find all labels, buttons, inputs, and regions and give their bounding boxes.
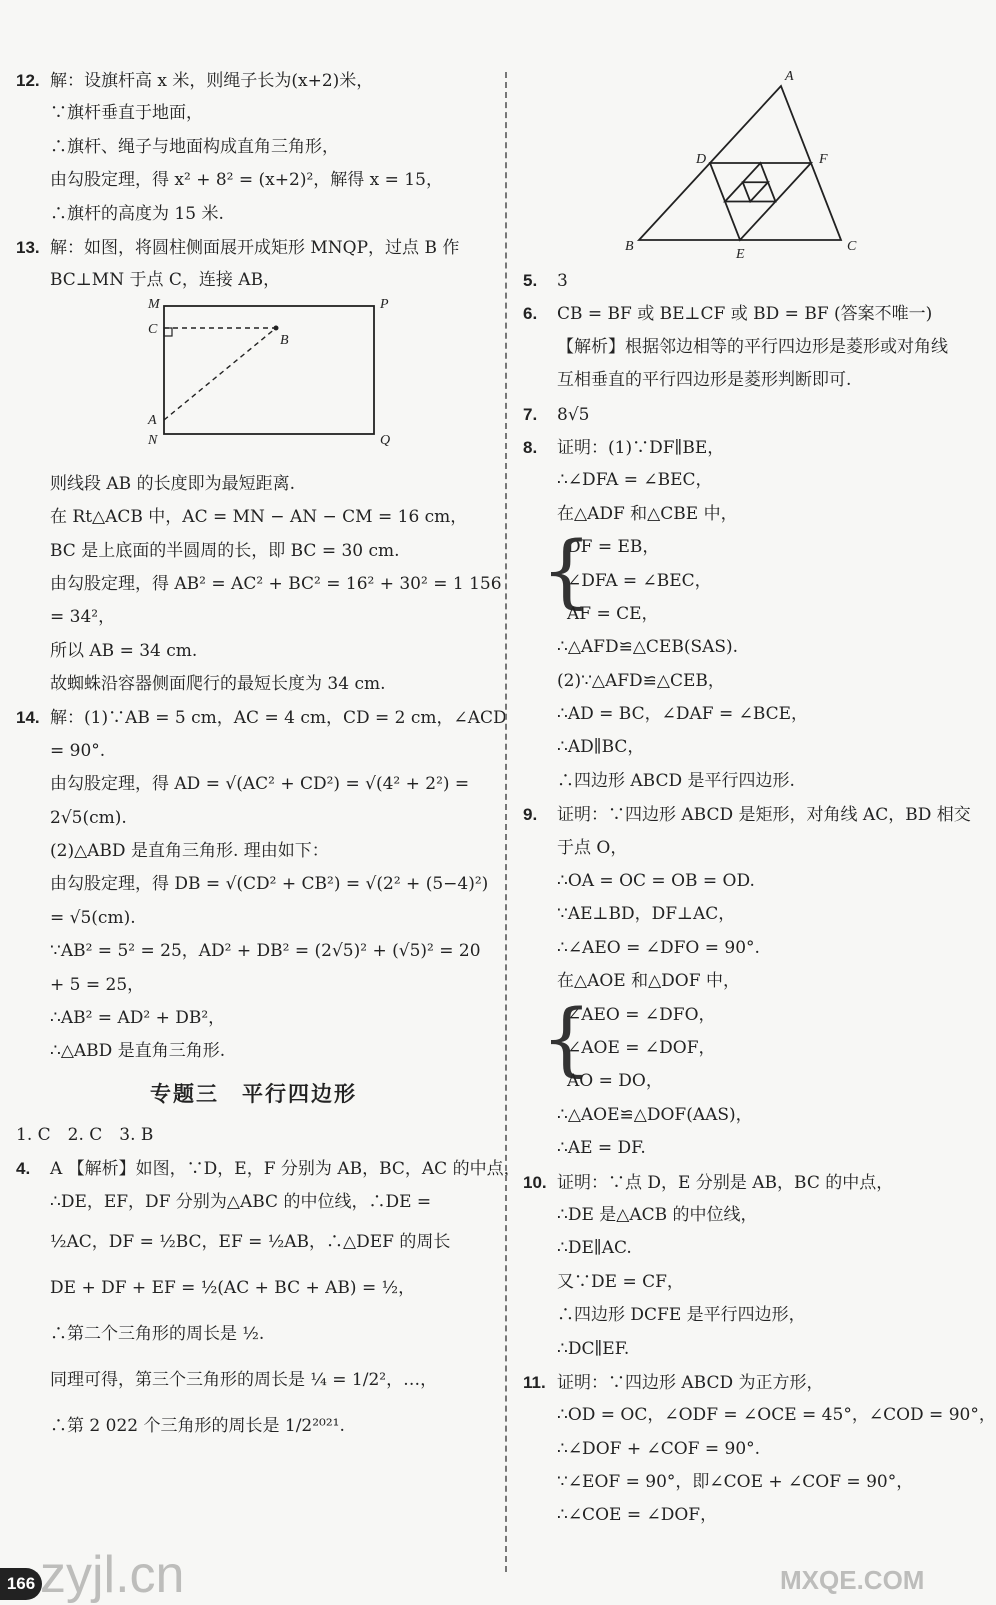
text-line bbox=[16, 835, 491, 868]
line-text: BC⊥MN 于点 C，连接 AB， bbox=[50, 270, 281, 291]
line-text: ∴AB² = AD² + DB²， bbox=[50, 1007, 226, 1028]
line-text: 1. C 2. C 3. B bbox=[16, 1124, 154, 1145]
line-text: ∴DC∥EF. bbox=[557, 1338, 630, 1359]
line-text: = √5(cm). bbox=[50, 907, 136, 928]
question-number: 4. bbox=[16, 1159, 31, 1179]
line-text: ∴∠DOF + ∠COF = 90°. bbox=[557, 1438, 761, 1459]
text-line bbox=[16, 264, 491, 297]
line-text: 解：如图，将圆柱侧面展开成矩形 MNQP，过点 B 作 bbox=[50, 237, 460, 258]
line-text: ∴旗杆的高度为 15 米. bbox=[50, 203, 224, 224]
question-number: 10. bbox=[523, 1172, 547, 1192]
line-text: 证明：(1)∵DF∥BE， bbox=[557, 437, 725, 458]
text-line bbox=[523, 498, 993, 531]
line-text: AO = DO， bbox=[567, 1071, 663, 1092]
line-text: ∵∠EOF = 90°，即∠COE + ∠COF = 90°， bbox=[557, 1472, 914, 1493]
line-text: 由勾股定理，得 DB = √(CD² + CB²) = √(2² + (5−4)²) bbox=[50, 874, 489, 895]
text-line bbox=[523, 1433, 993, 1466]
text-line bbox=[523, 932, 993, 965]
text-line bbox=[523, 364, 993, 397]
line-text: 由勾股定理，得 AB² = AC² + BC² = 16² + 30² = 1 156 bbox=[50, 573, 502, 594]
line-text: 证明：∵四边形 ABCD 为正方形， bbox=[557, 1372, 824, 1393]
text-line bbox=[16, 131, 491, 164]
line-text: ∵旗杆垂直于地面， bbox=[50, 103, 203, 124]
line-text: ∴第二个三角形的周长是 ½. bbox=[50, 1323, 265, 1344]
text-line bbox=[523, 865, 993, 898]
text-line bbox=[16, 1403, 491, 1449]
text-line bbox=[16, 1357, 491, 1403]
watermark-right: MXQE.COM bbox=[780, 1565, 925, 1595]
text-line bbox=[16, 1219, 491, 1265]
line-text: ∴△AOE≌△DOF(AAS)， bbox=[557, 1104, 753, 1125]
text-line bbox=[523, 331, 993, 364]
question-number: 11. bbox=[523, 1372, 546, 1392]
line-text: ∴∠AEO = ∠DFO = 90°. bbox=[557, 937, 760, 958]
line-text: ∠DFA = ∠BEC， bbox=[567, 570, 712, 591]
line-text: BC 是上底面的半圆周的长，即 BC = 30 cm. bbox=[50, 540, 400, 561]
line-text: 同理可得，第三个三角形的周长是 ¼ = 1/2²，…， bbox=[50, 1369, 438, 1390]
text-line bbox=[16, 568, 502, 601]
text-line bbox=[523, 431, 993, 464]
brace-symbol: { bbox=[541, 991, 592, 1085]
text-line bbox=[523, 665, 993, 698]
text-line bbox=[523, 798, 993, 831]
text-line bbox=[16, 501, 491, 534]
label-C: C bbox=[148, 321, 158, 337]
text-line bbox=[16, 535, 491, 568]
line-text: ∠AEO = ∠DFO， bbox=[567, 1004, 716, 1025]
label-A: A bbox=[148, 412, 157, 428]
text-line bbox=[523, 1166, 993, 1199]
line-text: 于点 O， bbox=[557, 837, 628, 858]
line-text: ∴DE，EF，DF 分别为△ABC 的中位线，∴DE = bbox=[50, 1191, 432, 1212]
text-line bbox=[523, 1399, 996, 1432]
line-text: ∴△ABD 是直角三角形. bbox=[50, 1041, 226, 1062]
left-column bbox=[16, 64, 521, 1449]
right-column bbox=[523, 64, 996, 1533]
text-line bbox=[16, 468, 491, 501]
line-text: ∴OD = OC，∠ODF = ∠OCE = 45°，∠COD = 90°， bbox=[557, 1405, 996, 1426]
line-text: ∴OA = OC = OB = OD. bbox=[557, 871, 755, 892]
page-number: 166 bbox=[0, 1568, 42, 1600]
line-text: (2)△ABD 是直角三角形. 理由如下： bbox=[50, 841, 329, 862]
line-text: 由勾股定理，得 x² + 8² = (x+2)²，解得 x = 15， bbox=[50, 170, 443, 191]
label-C: C bbox=[847, 239, 857, 254]
line-text: 证明：∵点 D，E 分别是 AB，BC 的中点， bbox=[557, 1172, 894, 1193]
question-number: 6. bbox=[523, 304, 538, 324]
line-text: 故蜘蛛沿容器侧面爬行的最短长度为 34 cm. bbox=[50, 674, 386, 695]
text-line bbox=[523, 565, 993, 598]
text-line bbox=[16, 735, 491, 768]
text-line bbox=[16, 64, 491, 97]
figure-nested-triangles bbox=[523, 64, 993, 264]
text-line bbox=[523, 398, 993, 431]
line-text: ∴DE∥AC. bbox=[557, 1238, 632, 1259]
question-number: 13. bbox=[16, 237, 40, 257]
line-text: ∴△AFD≌△CEB(SAS). bbox=[557, 637, 739, 658]
text-line bbox=[16, 164, 491, 197]
text-line bbox=[16, 601, 491, 634]
line-text: 2√5(cm). bbox=[50, 807, 127, 828]
line-text: ½AC，DF = ½BC，EF = ½AB，∴△DEF 的周长 bbox=[50, 1231, 451, 1252]
line-text: 由勾股定理，得 AD = √(AC² + CD²) = √(4² + 2²) = bbox=[50, 774, 470, 795]
label-P: P bbox=[380, 297, 389, 312]
text-line bbox=[523, 264, 993, 297]
text-line bbox=[16, 768, 491, 801]
text-line bbox=[16, 868, 491, 901]
line-text: = 34²， bbox=[50, 607, 116, 628]
line-text: 互相垂直的平行四边形是菱形判断即可. bbox=[557, 370, 852, 391]
text-line bbox=[523, 898, 993, 931]
text-line bbox=[16, 1152, 521, 1185]
line-text: 解：(1)∵AB = 5 cm，AC = 4 cm，CD = 2 cm，∠ACD bbox=[50, 708, 507, 729]
text-line bbox=[523, 1032, 993, 1065]
text-line bbox=[523, 1099, 993, 1132]
line-text: ∴AD = BC，∠DAF = ∠BCE， bbox=[557, 704, 809, 725]
label-Q: Q bbox=[380, 432, 391, 448]
column-divider bbox=[505, 72, 507, 1572]
text-line bbox=[16, 1002, 491, 1035]
line-text: ∴AE = DF. bbox=[557, 1138, 646, 1159]
text-line bbox=[523, 698, 993, 731]
text-line bbox=[523, 1232, 993, 1265]
line-text: 解：设旗杆高 x 米，则绳子长为(x+2)米， bbox=[50, 71, 374, 91]
line-text: CB = BF 或 BE⊥CF 或 BD = BF (答案不唯一) bbox=[557, 304, 933, 325]
line-text: 则线段 AB 的长度即为最短距离. bbox=[50, 473, 295, 494]
line-text: ∴DE 是△ACB 的中位线， bbox=[557, 1204, 758, 1225]
figure-cylinder-unfold bbox=[16, 298, 491, 468]
line-text: ∴∠DFA = ∠BEC， bbox=[557, 470, 713, 491]
line-text: 所以 AB = 34 cm. bbox=[50, 640, 198, 661]
label-F: F bbox=[819, 152, 828, 167]
line-text: ∵AE⊥BD，DF⊥AC， bbox=[557, 904, 736, 925]
line-text: = 90°. bbox=[50, 740, 106, 761]
text-line bbox=[523, 1366, 993, 1399]
line-text: ∴旗杆、绳子与地面构成直角三角形， bbox=[50, 136, 339, 157]
label-D: D bbox=[696, 152, 707, 167]
text-line bbox=[16, 668, 491, 701]
text-line bbox=[523, 1065, 993, 1098]
line-text: 【解析】根据邻边相等的平行四边形是菱形或对角线 bbox=[557, 336, 948, 357]
text-line bbox=[16, 198, 491, 231]
line-text: ∴∠COE = ∠DOF， bbox=[557, 1505, 718, 1526]
line-text: + 5 = 25， bbox=[50, 974, 145, 995]
text-line bbox=[523, 297, 993, 330]
text-line bbox=[523, 1299, 993, 1332]
label-A: A bbox=[785, 69, 794, 84]
watermark-left: zyjl.cn bbox=[40, 1546, 185, 1604]
label-N: N bbox=[148, 432, 158, 448]
line-text: AF = CE， bbox=[567, 603, 659, 624]
line-text: (2)∵△AFD≌△CEB， bbox=[557, 670, 725, 691]
text-line bbox=[16, 1035, 491, 1068]
question-number: 12. bbox=[16, 71, 40, 90]
text-line bbox=[523, 1199, 993, 1232]
text-line bbox=[523, 1266, 993, 1299]
line-text: DE + DF + EF = ½(AC + BC + AB) = ½， bbox=[50, 1277, 416, 1298]
line-text: 在 Rt△ACB 中，AC = MN − AN − CM = 16 cm， bbox=[50, 507, 468, 528]
section-heading: 专题三 平行四边形 bbox=[150, 1080, 357, 1106]
line-text: 又∵DE = CF， bbox=[557, 1271, 684, 1292]
line-text: ∵AB² = 5² = 25，AD² + DB² = (2√5)² + (√5)² = 20 bbox=[50, 941, 481, 962]
label-B: B bbox=[625, 239, 634, 254]
text-line bbox=[16, 1311, 491, 1357]
label-B: B bbox=[280, 332, 289, 348]
question-number: 14. bbox=[16, 708, 40, 728]
line-text: ∴四边形 DCFE 是平行四边形， bbox=[557, 1305, 806, 1326]
text-line bbox=[16, 231, 491, 264]
text-line bbox=[523, 731, 993, 764]
line-text: 在△AOE 和△DOF 中， bbox=[557, 971, 740, 992]
line-text: 3 bbox=[557, 271, 568, 291]
label-M: M bbox=[148, 297, 160, 312]
question-number: 8. bbox=[523, 437, 538, 457]
label-E: E bbox=[736, 247, 745, 262]
text-line bbox=[16, 802, 491, 835]
text-line bbox=[16, 97, 491, 130]
line-text: ∴第 2 022 个三角形的周长是 1/2²⁰²¹. bbox=[50, 1415, 345, 1436]
text-line bbox=[523, 1132, 993, 1165]
question-number: 7. bbox=[523, 404, 538, 424]
text-line bbox=[523, 965, 993, 998]
text-line bbox=[523, 832, 993, 865]
line-text: ∴AD∥BC， bbox=[557, 737, 645, 758]
text-line bbox=[16, 902, 491, 935]
text-line bbox=[16, 1186, 491, 1219]
line-text: ∴四边形 ABCD 是平行四边形. bbox=[557, 770, 795, 791]
line-text: 证明：∵四边形 ABCD 是矩形，对角线 AC，BD 相交 bbox=[557, 805, 971, 826]
text-line bbox=[523, 598, 993, 631]
brace-symbol: { bbox=[541, 524, 592, 618]
line-text: 在△ADF 和△CBE 中， bbox=[557, 503, 738, 524]
text-line bbox=[16, 969, 491, 1002]
text-line bbox=[523, 765, 993, 798]
question-number: 5. bbox=[523, 271, 538, 290]
text-line bbox=[523, 631, 993, 664]
text-line bbox=[16, 1119, 491, 1152]
text-line bbox=[523, 464, 993, 497]
question-number: 9. bbox=[523, 805, 538, 825]
line-text: 8√5 bbox=[557, 404, 590, 425]
text-line bbox=[16, 935, 491, 968]
text-line bbox=[16, 1265, 491, 1311]
line-text: DF = EB， bbox=[567, 537, 660, 558]
text-line bbox=[523, 1499, 993, 1532]
line-text: A 【解析】如图，∵D，E，F 分别为 AB，BC，AC 的中点， bbox=[50, 1159, 521, 1180]
text-line bbox=[523, 1466, 993, 1499]
text-line bbox=[523, 1333, 993, 1366]
line-text: ∠AOE = ∠DOF， bbox=[567, 1037, 716, 1058]
text-line bbox=[16, 635, 491, 668]
text-line bbox=[16, 701, 507, 734]
